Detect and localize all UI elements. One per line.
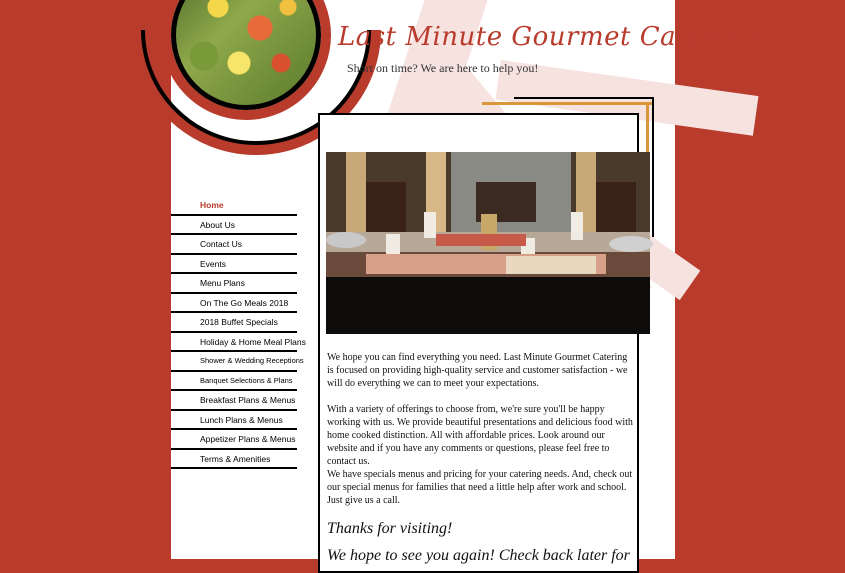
nav-item-on-the-go-meals[interactable]: On The Go Meals 2018 (171, 294, 297, 314)
buffet-photo-graphic (326, 152, 650, 334)
thanks-heading: Thanks for visiting! (327, 520, 453, 537)
main-content (318, 113, 639, 573)
nav-item-home[interactable]: Home (171, 196, 297, 216)
site-tagline: Short on time? We are here to help you! (347, 61, 539, 75)
page-container (171, 0, 760, 564)
nav-item-lunch[interactable]: Lunch Plans & Menus (171, 411, 297, 431)
specials-paragraph: We have specials menus and pricing for your catering needs. And, check out our special menus for families that need a little help after work and school. Just give us a call. (327, 469, 633, 506)
buffet-photo (326, 152, 650, 334)
accent-line (652, 97, 654, 237)
nav-item-appetizer[interactable]: Appetizer Plans & Menus (171, 430, 297, 450)
nav-item-breakfast[interactable]: Breakfast Plans & Menus (171, 391, 297, 411)
nav-item-holiday-home-meals[interactable]: Holiday & Home Meal Plans (171, 333, 297, 353)
nav-item-buffet-specials[interactable]: 2018 Buffet Specials (171, 313, 297, 333)
nav-item-banquet[interactable]: Banquet Selections & Plans (171, 372, 297, 392)
sidebar-nav (171, 196, 306, 469)
offerings-paragraph: With a variety of offerings to choose from, we're sure you'll be happy working with us. We provide beautiful presentations and delicious food with home cooked distinction. All with affordable prices. Look around our website and if you have any comments or questions, please feel free to contact us. (327, 404, 633, 467)
nav-item-events[interactable]: Events (171, 255, 297, 275)
site-title[interactable]: Last Minute Gourmet Catering (338, 22, 760, 52)
nav-item-terms[interactable]: Terms & Amenities (171, 450, 297, 470)
nav-item-shower-wedding[interactable]: Shower & Wedding Receptions (171, 352, 297, 372)
nav-item-contact-us[interactable]: Contact Us (171, 235, 297, 255)
accent-line (482, 102, 654, 105)
accent-line (514, 97, 654, 99)
nav-item-menu-plans[interactable]: Menu Plans (171, 274, 297, 294)
nav-item-about-us[interactable]: About Us (171, 216, 297, 236)
see-you-heading: We hope to see you again! Check back later for (327, 547, 630, 564)
intro-paragraph: We hope you can find everything you need. Last Minute Gourmet Catering is focused on providing high-quality service and customer satisfaction - we will do everything we can to meet your expectations. (327, 352, 628, 389)
